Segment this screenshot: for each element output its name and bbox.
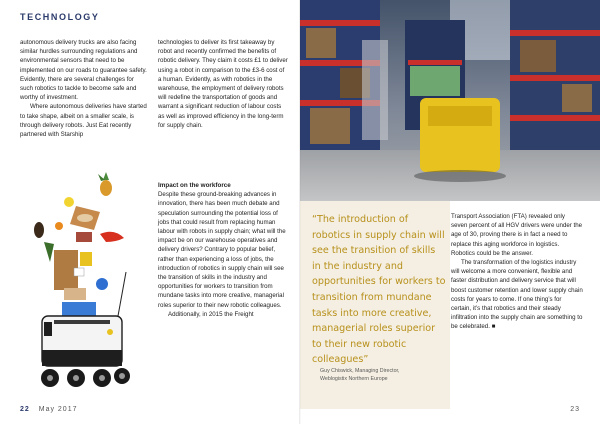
- page-number: 23: [570, 406, 580, 413]
- paragraph: Transport Association (FTA) revealed only seven percent of all HGV drivers were under the age of 30, proving there is in fact a need to replace this aging workforce in logistics. Robotics could be the answer.: [451, 213, 583, 257]
- body-column-4: [451, 212, 583, 332]
- warehouse-robot-icon: [414, 98, 506, 182]
- page-folio-left: [20, 406, 78, 413]
- quote-attribution-org: Weblogistix Northern Europe: [320, 376, 388, 382]
- page-spine: [299, 0, 301, 424]
- section-label: TECHNOLOGY: [20, 12, 100, 22]
- paragraph: The transformation of the logistics industry will welcome a more convenient, flexible and faster distribution and delivery service that will boost customer retention and lower supply chain costs for years to come. If one thing’s for certain, it’s that robotics and their steady infiltration into the supply chain are something to be celebrated. ■: [451, 259, 583, 331]
- page-number: 22: [20, 406, 30, 413]
- quote-attribution-name: Guy Chiswick, Managing Director,: [320, 368, 400, 374]
- noodle-box-icon: [64, 288, 86, 300]
- lobster-icon: [100, 232, 124, 242]
- avocado-icon: [34, 222, 44, 238]
- worker-figure-icon: [362, 40, 388, 140]
- issue-date: May 2017: [38, 406, 78, 413]
- paragraph: Despite these ground-breaking advances in innovation, there has been much debate and speculation surrounding the potential loss of jobs that could result from replacing human labour with robots in supply chain; what will the impact be on our warehouse operatives and delivery drivers? Contrary to popular belief, rather than experiencing a loss of jobs, the introduction of robotics in supply chain will see the transition of skills in the industry and opportunities for workers to transition from mundane tasks into more creative, managerial roles superior to their new robotic colleagues.: [158, 191, 286, 309]
- paragraph: Where autonomous deliveries have started to take shape, albeit on a smaller scale, is through delivery robots. Just Eat recently partnered with Starship: [20, 103, 147, 139]
- cake-icon: [76, 232, 92, 242]
- robot-body-icon: [42, 316, 122, 366]
- body-column-3: [158, 181, 288, 319]
- warehouse-photo: [300, 0, 600, 201]
- pizza-box-icon: [70, 206, 100, 230]
- orange-icon: [55, 222, 63, 230]
- ball-icon: [96, 278, 108, 290]
- body-column-1: [20, 38, 148, 139]
- quote-attribution: [320, 367, 450, 383]
- delivery-robot-illustration: [14, 172, 154, 404]
- antenna-icon: [118, 272, 126, 316]
- paragraph: autonomous delivery trucks are also facing similar hurdles surrounding regulations and environmental sensors that need to be implemented on our roads to guarantee safety. Evidently, there are several challenges for such robotics to tackle to become safe and worthy of investment.: [20, 39, 147, 102]
- page-folio-right: [570, 406, 580, 413]
- lemon-icon: [64, 197, 74, 207]
- subheading: Impact on the workforce: [158, 182, 231, 189]
- paragraph: technologies to deliver its first takeaway by robot and recently confirmed the benefits of robotic delivery. They claim it costs £1 to deliver using a robot in comparison to the £3-6 cost of a human. Evidently, as with robotics in the warehouse, the employment of delivery robots will redefine the transportation of goods and warrant a significant reduction of labour costs as well as improved efficiency in the long-term for supply chain.: [158, 39, 288, 129]
- robot-wheels-icon: [41, 368, 130, 387]
- paragraph: Additionally, in 2015 the Freight: [168, 310, 254, 318]
- pineapple-icon: [98, 172, 112, 196]
- pull-quote: “The introduction of robotics in supply chain will see the transition of skills in the industry and opportunities for workers to transition from mundane tasks into more creative, managerial roles superior to their new robotic colleagues”: [312, 214, 446, 366]
- fries-icon: [80, 252, 92, 266]
- body-column-2: [158, 38, 288, 130]
